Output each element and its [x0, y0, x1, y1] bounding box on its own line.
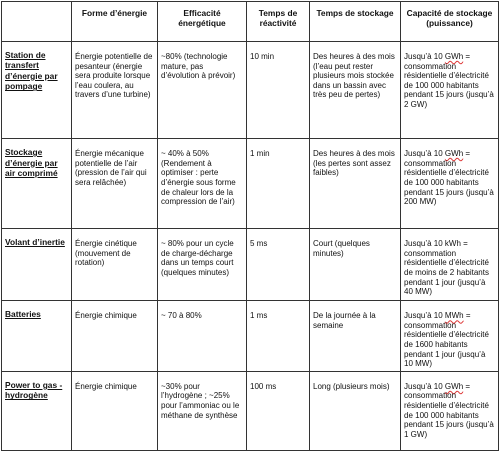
cell-efficacite: ~ 40% à 50% (Rendement à optimiser : perte d’énergie sous forme de chaleur lors de la compression de l’air)	[158, 139, 247, 229]
cap-unit: GWh	[444, 52, 464, 62]
header-forme: Forme d’énergie	[72, 2, 158, 42]
cell-capacite	[401, 301, 499, 372]
table-row	[2, 371, 499, 450]
cell-reactivite: 1 min	[247, 139, 310, 229]
cell-forme: Énergie chimique	[72, 301, 158, 372]
header-reactivite: Temps de réactivité	[247, 2, 310, 42]
cell-efficacite: ~ 70 à 80%	[158, 301, 247, 372]
cap-unit: GWh	[444, 149, 464, 159]
cap-pre: Jusqu’à 10 kWh = consommation résidentielle d’électricité de moins de 2 habitants pendant 1 jour (jusqu’à 40 MW)	[404, 239, 489, 297]
cell-forme: Énergie chimique	[72, 371, 158, 450]
cell-forme: Énergie mécanique potentielle de l’air (pression de l’air qui sera relâchée)	[72, 139, 158, 229]
cap-pre: Jusqu’à 10	[404, 52, 445, 62]
cell-stockage: Des heures à des mois (l’eau peut rester plusieurs mois stockée dans un bassin avec très peu de pertes)	[310, 42, 401, 139]
row-label: Station de transfert d’énergie par pompage	[2, 42, 72, 139]
table-row	[2, 229, 499, 301]
table-row	[2, 301, 499, 372]
row-label: Stockage d’énergie par air comprimé	[2, 139, 72, 229]
cell-forme: Énergie cinétique (mouvement de rotation)	[72, 229, 158, 301]
cell-stockage: Court (quelques minutes)	[310, 229, 401, 301]
cap-post: = consommation résidentielle d’électricité de 1600 habitants pendant 1 jour (jusqu’à 10 MW)	[404, 311, 489, 369]
header-efficacite: Efficacité énergétique	[158, 2, 247, 42]
cell-reactivite: 10 min	[247, 42, 310, 139]
energy-storage-table	[1, 1, 499, 451]
row-label: Power to gas - hydrogène	[2, 371, 72, 450]
cell-efficacite: ~ 80% pour un cycle de charge-décharge dans un temps court (quelques minutes)	[158, 229, 247, 301]
header-row	[2, 2, 499, 42]
cap-unit: GWh	[444, 381, 464, 391]
cell-stockage: De la journée à la semaine	[310, 301, 401, 372]
cell-forme: Énergie potentielle de pesanteur (énergie sera produite lorsque l’eau coulera, au travers d’une turbine)	[72, 42, 158, 139]
cap-post: = consommation résidentielle d’électricité de 100 000 habitants pendant 15 jours (jusqu’à 2 GW)	[404, 52, 494, 109]
cell-capacite	[401, 139, 499, 229]
cell-capacite	[401, 42, 499, 139]
cap-unit: MWh	[444, 311, 464, 321]
table-row	[2, 42, 499, 139]
cap-post: = consommation résidentielle d’électricité de 100 000 habitants pendant 15 jours (jusqu’à 200 MW)	[404, 149, 494, 207]
header-capacite: Capacité de stockage (puissance)	[401, 2, 499, 42]
row-label: Volant d’inertie	[2, 229, 72, 301]
cell-efficacite: ~30% pour l’hydrogène ; ~25% pour l’ammoniac ou le méthane de synthèse	[158, 371, 247, 450]
cell-capacite	[401, 229, 499, 301]
header-empty	[2, 2, 72, 42]
cell-reactivite: 5 ms	[247, 229, 310, 301]
cell-stockage: Des heures à des mois (les pertes sont assez faibles)	[310, 139, 401, 229]
cap-pre: Jusqu’à 10	[404, 381, 445, 391]
cell-stockage: Long (plusieurs mois)	[310, 371, 401, 450]
cell-efficacite: ~80% (technologie mature, pas d’évolution à prévoir)	[158, 42, 247, 139]
cell-capacite	[401, 371, 499, 450]
table-row	[2, 139, 499, 229]
header-stockage: Temps de stockage	[310, 2, 401, 42]
cell-reactivite: 1 ms	[247, 301, 310, 372]
cell-reactivite: 100 ms	[247, 371, 310, 450]
cap-post: = consommation résidentielle d’électricité de 100 000 habitants pendant 15 jours (jusqu’à 1 GW)	[404, 381, 494, 439]
row-label: Batteries	[2, 301, 72, 372]
cap-pre: Jusqu’à 10	[404, 311, 445, 321]
cap-pre: Jusqu’à 10	[404, 149, 445, 159]
